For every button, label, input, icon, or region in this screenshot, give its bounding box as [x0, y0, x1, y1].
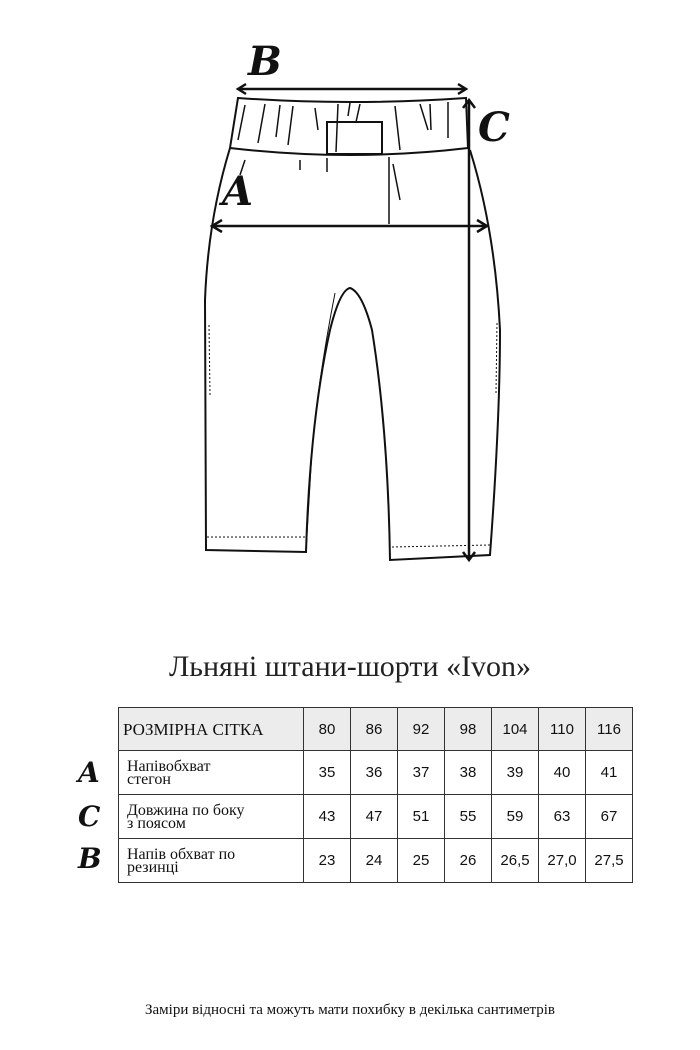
size-table [118, 707, 633, 883]
size-header: 80 [304, 708, 351, 751]
row-marker-a: A [78, 756, 100, 789]
cell: 67 [586, 795, 633, 839]
cell: 38 [445, 751, 492, 795]
cell: 24 [351, 839, 398, 883]
footer-note: Заміри відносні та можуть мати похибку в декілька сантиметрів [144, 1002, 556, 1018]
label-a: A [222, 168, 254, 215]
cell: 43 [304, 795, 351, 839]
label-line: Напівобхват [127, 757, 211, 775]
cell: 37 [398, 751, 445, 795]
label-line: з поясом [127, 814, 186, 832]
label-line: резинці [127, 858, 179, 876]
row-marker-b: B [78, 842, 102, 875]
cell: 59 [492, 795, 539, 839]
cell: 63 [539, 795, 586, 839]
table-header-row [119, 708, 633, 751]
table-row [119, 839, 633, 883]
table-row [119, 795, 633, 839]
row-label [119, 839, 304, 883]
cell: 39 [492, 751, 539, 795]
label-line: Довжина по боку [127, 801, 245, 819]
cell: 27,5 [586, 839, 633, 883]
cell: 51 [398, 795, 445, 839]
label-line: Напів обхват по [127, 845, 236, 863]
row-marker-c: C [78, 800, 101, 833]
size-header: 104 [492, 708, 539, 751]
size-header: 98 [445, 708, 492, 751]
cell: 23 [304, 839, 351, 883]
cell: 27,0 [539, 839, 586, 883]
size-header: 92 [398, 708, 445, 751]
cell: 26 [445, 839, 492, 883]
size-header: 110 [539, 708, 586, 751]
header-label: РОЗМІРНА СІТКА [119, 708, 304, 751]
cell: 47 [351, 795, 398, 839]
cell: 25 [398, 839, 445, 883]
label-line: стегон [127, 770, 171, 788]
cell: 55 [445, 795, 492, 839]
cell: 26,5 [492, 839, 539, 883]
row-label [119, 795, 304, 839]
label-b: B [248, 38, 282, 85]
product-title: Льняні штани-шорти «Ivon» [168, 650, 532, 683]
cell: 35 [304, 751, 351, 795]
cell: 36 [351, 751, 398, 795]
size-header: 86 [351, 708, 398, 751]
label-c: C [478, 104, 510, 151]
table-row [119, 751, 633, 795]
row-label [119, 751, 304, 795]
cell: 41 [586, 751, 633, 795]
size-header: 116 [586, 708, 633, 751]
cell: 40 [539, 751, 586, 795]
